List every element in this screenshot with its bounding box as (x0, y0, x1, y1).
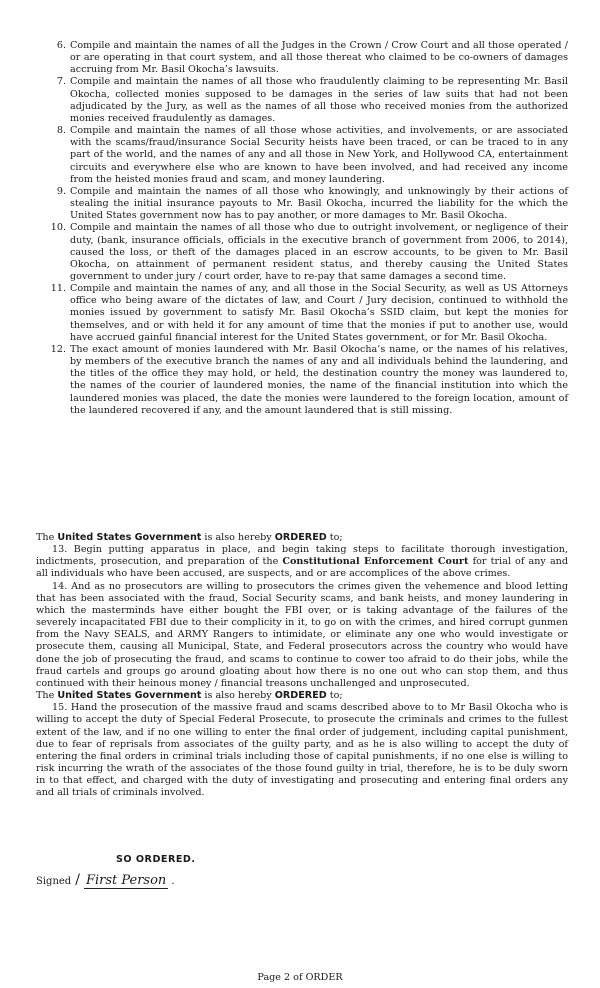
paragraph-14: 14. And as no prosecutors are willing to prosecutors the crimes given the vehemence and blood letting that has been associated with the fraud, Social Security scams, and bank heists, and money laundering in which the masterminds have either bought the FBI over, or is taking advantage of the failures of the severely incapacitated FBI due to their complicity in it, to go on with the crimes, and hired corrupt gunmen from the Navy SEALS, and ARMY Rangers to intimidate, or eliminate any one who would investigate or prosecute them, causing all Municipal, State, and Federal prosecutors across the country who would have done the job of prosecuting the fraud, and scams to continue to cower too afraid to do their jobs, while the fraud cartels and groups go around gloating about how there is no one out who can stop them, and thus continued with their heinous money / financial treasons unchallenged and unprosecuted. (36, 580, 568, 689)
government-name: United States Government (57, 690, 202, 702)
order-heading-prefix: The (36, 690, 55, 702)
signature-line (36, 872, 175, 889)
paragraph-13 (36, 544, 568, 580)
list-item (36, 76, 568, 125)
paragraph-13-end: for trial of any and all individuals who have been accused, are suspects, and or are accomplices of the above crimes. (36, 556, 568, 580)
paragraph-13-start: 13. Begin putting apparatus in place, and begin taking steps to facilitate thorough investigation, indictments, prosecution, and preparation of the (36, 544, 568, 568)
list-item (36, 344, 568, 417)
list-item-number: 10. (50, 222, 66, 234)
ordered-word: ORDERED (274, 532, 327, 543)
list-item-text: Compile and maintain the names of all the Judges in the Crown / Crow Court and all those operated / or are operating in that court system, and all those thereat who claimed to be co-owners of damages accruing from Mr. Basil Okocha’s lawsuits. (70, 40, 568, 76)
order-heading-prefix: The (36, 532, 55, 543)
list-item (36, 40, 568, 76)
list-item-text: Compile and maintain the names of all those who fraudulently claiming to be representing Mr. Basil Okocha, collected monies supposed to be damages in the series of law suits that had not been adjudicated by the Jury, as well as the names of all those who received monies from the authorized monies received fraudulently as damages. (70, 76, 568, 124)
list-item-number: 9. (56, 185, 66, 197)
list-item-text: Compile and maintain the names of any, and all those in the Social Security, as well as US Attorneys office who being aware of the dictates of law, and Court / Jury decision, continued to withhold the monies issued by government to satisfy Mr. Basil Okocha’s SSID claim, but kept the monies for themselves, and or with held it for any amount of time that the monies if put to another use, would have accrued gainful financial interest for the United States government, or for Mr. Basil Okocha. (70, 283, 568, 343)
list-item-text: Compile and maintain the names of all those who knowingly, and unknowingly by their actions of stealing the initial insurance payouts to Mr. Basil Okocha, incurred the liability for the which the United States government now has to pay another, or more damages to Mr. Basil Okocha. (70, 185, 568, 222)
list-item-number: 11. (50, 283, 66, 295)
paragraph-15: 15. Hand the prosecution of the massive fraud and scams described above to to Mr Basil Okocha who is willing to accept the duty of Special Federal Prosecute, to prosecute the criminals and crimes to the fullest extent of the law, and if no one willing to enter the final order of judgement, including capital punishment, due to fear of reprisals from associates of the guilty party, and as he is also willing to accept the duty of entering the final orders in criminal trials including those of capital punishments, if no one else is willing to risk incurring the wrath of the associates of the those found guilty in trial, therefore, he is to be duly sworn in to that effect, and charged with the duty of investigating and prosecuting and entering final orders any and all trials of criminals involved. (36, 702, 568, 799)
signed-label: Signed (36, 876, 72, 887)
order-heading-middle: is also hereby (204, 532, 272, 543)
numbered-list (36, 40, 568, 417)
period-mark: . (171, 876, 175, 887)
list-item (36, 222, 568, 283)
page-footer: Page 2 of ORDER (257, 972, 343, 983)
list-item (36, 186, 568, 222)
list-item-number: 12. (50, 343, 66, 355)
list-item-number: 8. (56, 125, 66, 137)
list-item (36, 125, 568, 186)
order-heading-suffix: to; (329, 690, 343, 702)
list-item-number: 6. (56, 40, 66, 51)
government-name: United States Government (57, 532, 202, 543)
list-item-text: Compile and maintain the names of all those whose activities, and involvements, or are associated with the scams/fraud/insurance Social Security heists have been traced, or can be traced to in any part of the world, and the names of any and all those in New York, and Hollywood CA, entertainment circuits and everywhere else who are known to have been involved, and had received any income from the heisted monies fraud and scam, and money laundering. (70, 125, 568, 185)
signature: First Person (85, 873, 167, 888)
so-ordered: SO ORDERED. (116, 854, 196, 865)
list-item-number: 7. (56, 76, 66, 88)
order-heading-1 (36, 532, 568, 544)
list-item-text: Compile and maintain the names of all those who due to outright involvement, or negligence of their duty, (bank, insurance officials, officials in the executive branch of government from 2006, to 2014), caused the loss, or theft of the damages placed in an escrow accounts, to be given to Mr. Basil Okocha, on attainment of permanent resident status, and thereby causing the United States government to under jury / court order, have to re-pay that same damages a second time. (70, 222, 568, 282)
court-name: Constitutional Enforcement Court (282, 556, 469, 568)
order-heading-2 (36, 690, 568, 702)
ordered-word: ORDERED (274, 690, 327, 702)
order-section-1 (36, 532, 568, 799)
slash-mark: / (75, 872, 80, 888)
order-heading-middle: is also hereby (204, 690, 272, 702)
list-item-text: The exact amount of monies laundered with Mr. Basil Okocha’s name, or the names of his relatives, by members of the executive branch the names of any and all individuals behind the laundering, and the titles of the office they may hold, or held, the destination country the money was laundered to, the names of the courier of laundered monies, the name of the financial institution into which the laundered monies was placed, the date the monies were laundered to the foreign location, amount of the laundered recovered if any, and the amount laundered that is still missing. (70, 343, 568, 416)
list-item (36, 283, 568, 344)
order-heading-suffix: to; (329, 532, 343, 543)
